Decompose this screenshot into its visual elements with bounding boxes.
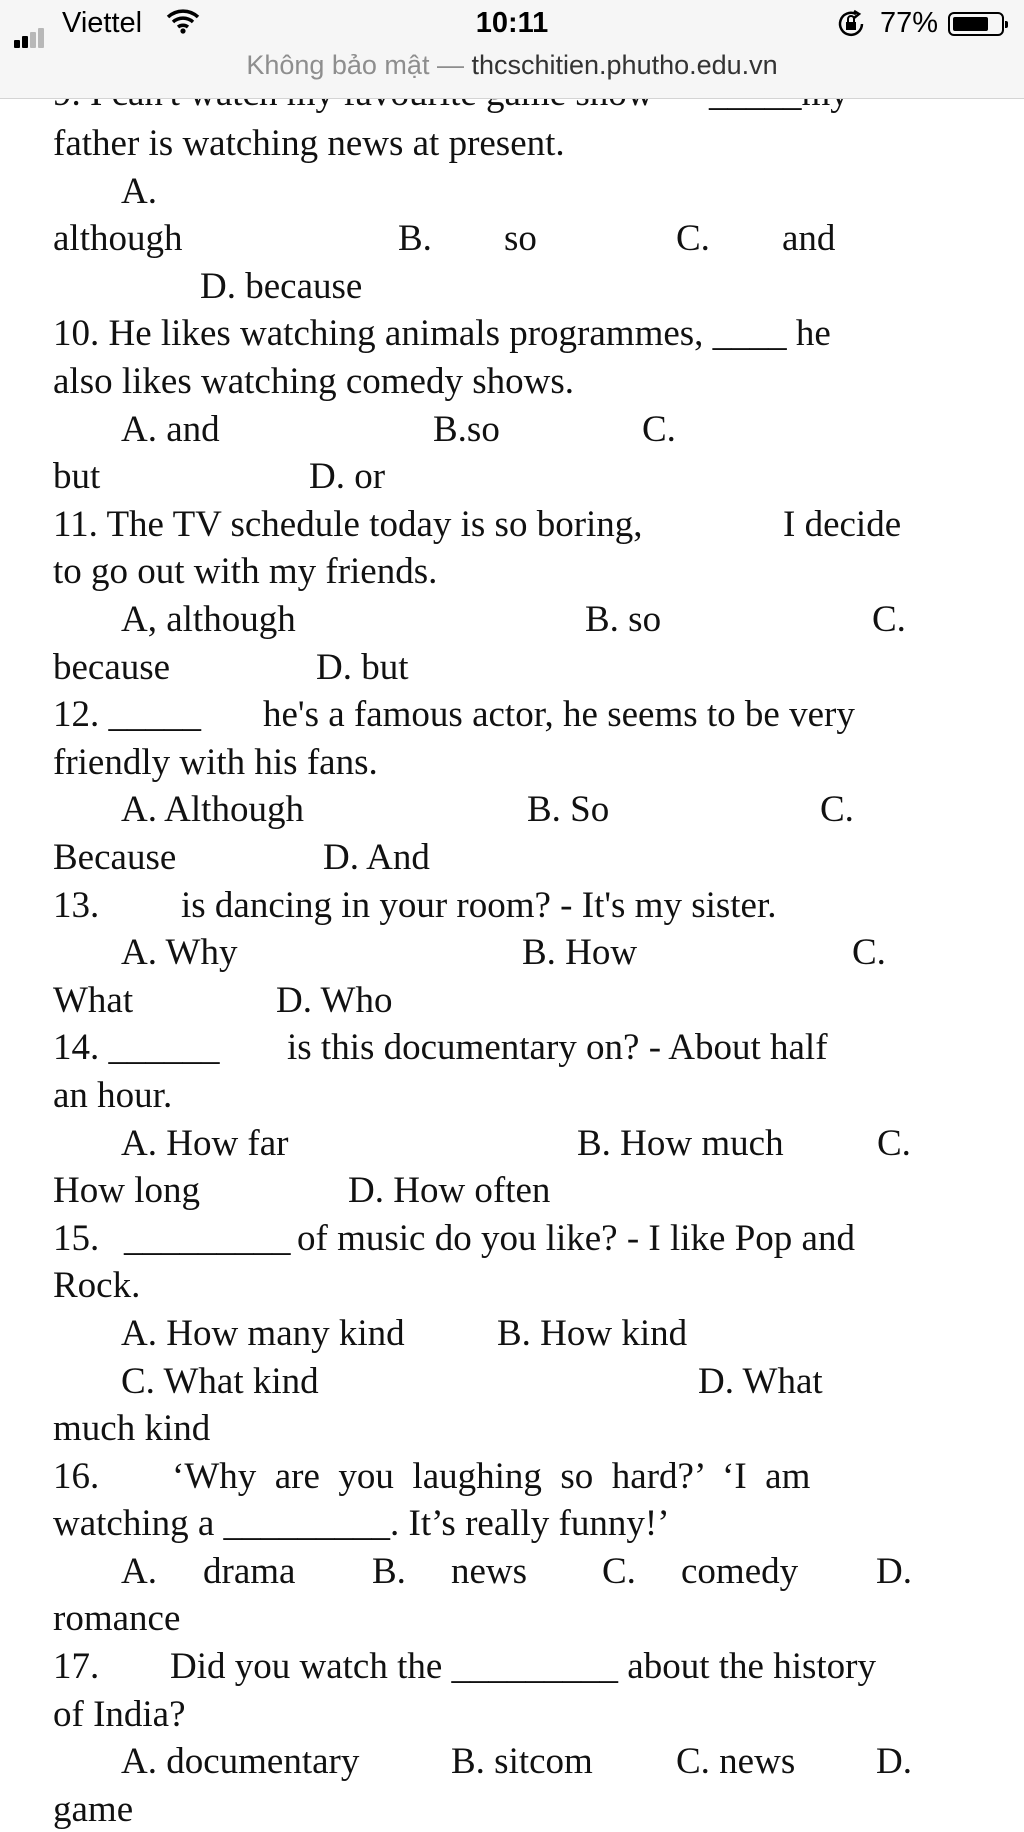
option-a: A. How far xyxy=(121,1123,289,1164)
option-d: D. or xyxy=(309,456,386,497)
option-a: A. xyxy=(121,1551,157,1592)
option-d: D. What xyxy=(698,1361,823,1402)
text-line: is this documentary on? - About half xyxy=(287,1027,828,1068)
text-line: of music do you like? - I like Pop and xyxy=(297,1218,855,1259)
option-a: A. How many kind xyxy=(121,1313,405,1354)
carrier-name: Viettel xyxy=(62,7,143,39)
text-line: but xyxy=(53,456,101,497)
option-c: C. xyxy=(852,932,886,973)
url-domain: thcschitien.phutho.edu.vn xyxy=(471,50,778,80)
text-line: an hour. xyxy=(53,1075,173,1116)
option-c: C. xyxy=(602,1551,636,1592)
text-line: he's a famous actor, he seems to be very xyxy=(263,694,855,735)
text-line: so xyxy=(504,218,537,259)
text-line: of India? xyxy=(53,1694,186,1735)
option-a: A, although xyxy=(121,599,296,640)
text-line: How long xyxy=(53,1170,200,1211)
option-b: B. How xyxy=(522,932,638,973)
text-line: Because xyxy=(53,837,177,878)
option-c: C. xyxy=(872,599,906,640)
option-b: B. xyxy=(372,1551,406,1592)
option-a: A. Although xyxy=(121,789,304,830)
text-line: father is watching news at present. xyxy=(53,123,565,164)
text-line: game xyxy=(53,1789,134,1830)
rotation-lock-icon xyxy=(836,9,866,47)
option-d: D. And xyxy=(323,837,430,878)
text-line: also likes watching comedy shows. xyxy=(53,361,574,402)
clock: 10:11 xyxy=(475,7,549,39)
text-line: and xyxy=(782,218,836,259)
option-a: A. and xyxy=(121,409,220,450)
browser-chrome xyxy=(0,0,1024,99)
option-b: B.so xyxy=(433,409,500,450)
question-12: 12. _____ xyxy=(53,694,201,735)
question-13: 13. xyxy=(53,885,100,926)
question-14: 14. ______ xyxy=(53,1027,220,1068)
text-line: news xyxy=(451,1551,528,1592)
question-10: 10. He likes watching animals programmes, ____ he xyxy=(53,313,831,354)
text-line: to go out with my friends. xyxy=(53,551,438,592)
option-c: C. xyxy=(642,409,676,450)
question-16: 16. xyxy=(53,1456,100,1497)
status-bar xyxy=(0,0,1024,50)
option-d: D. Who xyxy=(276,980,393,1021)
question-15: 15. xyxy=(53,1218,100,1259)
battery-percent: 77% xyxy=(880,7,939,39)
option-d: D. xyxy=(876,1741,912,1782)
text-line: although xyxy=(53,218,183,259)
text-line: friendly with his fans. xyxy=(53,742,378,783)
text-line: What xyxy=(53,980,134,1021)
option-c: C. xyxy=(676,218,710,259)
option-b: B. How kind xyxy=(497,1313,688,1354)
text-line: comedy xyxy=(681,1551,799,1592)
option-d: D. but xyxy=(316,647,409,688)
option-b: B. xyxy=(398,218,432,259)
text-line: much kind xyxy=(53,1408,211,1449)
option-a: A. documentary xyxy=(121,1741,360,1782)
battery-icon xyxy=(948,12,1004,36)
text-line: romance xyxy=(53,1598,181,1639)
text-line: is dancing in your room? - It's my sister. xyxy=(181,885,777,926)
text-line: Did you watch the _________ about the history xyxy=(170,1646,876,1687)
option-d: D. xyxy=(876,1551,912,1592)
option-b: B. sitcom xyxy=(451,1741,593,1782)
question-11: 11. The TV schedule today is so boring, xyxy=(53,504,643,545)
text-line: Rock. xyxy=(53,1265,141,1306)
text-line: because xyxy=(53,647,171,688)
text-line: drama xyxy=(203,1551,296,1592)
question-17: 17. xyxy=(53,1646,100,1687)
option-b: B. so xyxy=(585,599,662,640)
option-d: D. because xyxy=(200,266,363,307)
blank: _________ xyxy=(124,1218,291,1259)
option-c: C. What kind xyxy=(121,1361,319,1402)
text-line: I decide xyxy=(783,504,902,545)
option-a: A. xyxy=(121,171,157,212)
option-b: B. How much xyxy=(577,1123,784,1164)
option-d: D. How often xyxy=(348,1170,551,1211)
text-line: watching a _________. It’s really funny!’ xyxy=(53,1503,670,1544)
option-c: C. xyxy=(820,789,854,830)
security-label: Không bảo mật — xyxy=(246,50,464,80)
text-line: ‘Why are you laughing so hard?’ ‘I am xyxy=(172,1456,811,1497)
option-a: A. Why xyxy=(121,932,238,973)
option-c: C. news xyxy=(676,1741,796,1782)
address-bar[interactable] xyxy=(0,50,1024,81)
option-b: B. So xyxy=(527,789,610,830)
option-c: C. xyxy=(877,1123,911,1164)
